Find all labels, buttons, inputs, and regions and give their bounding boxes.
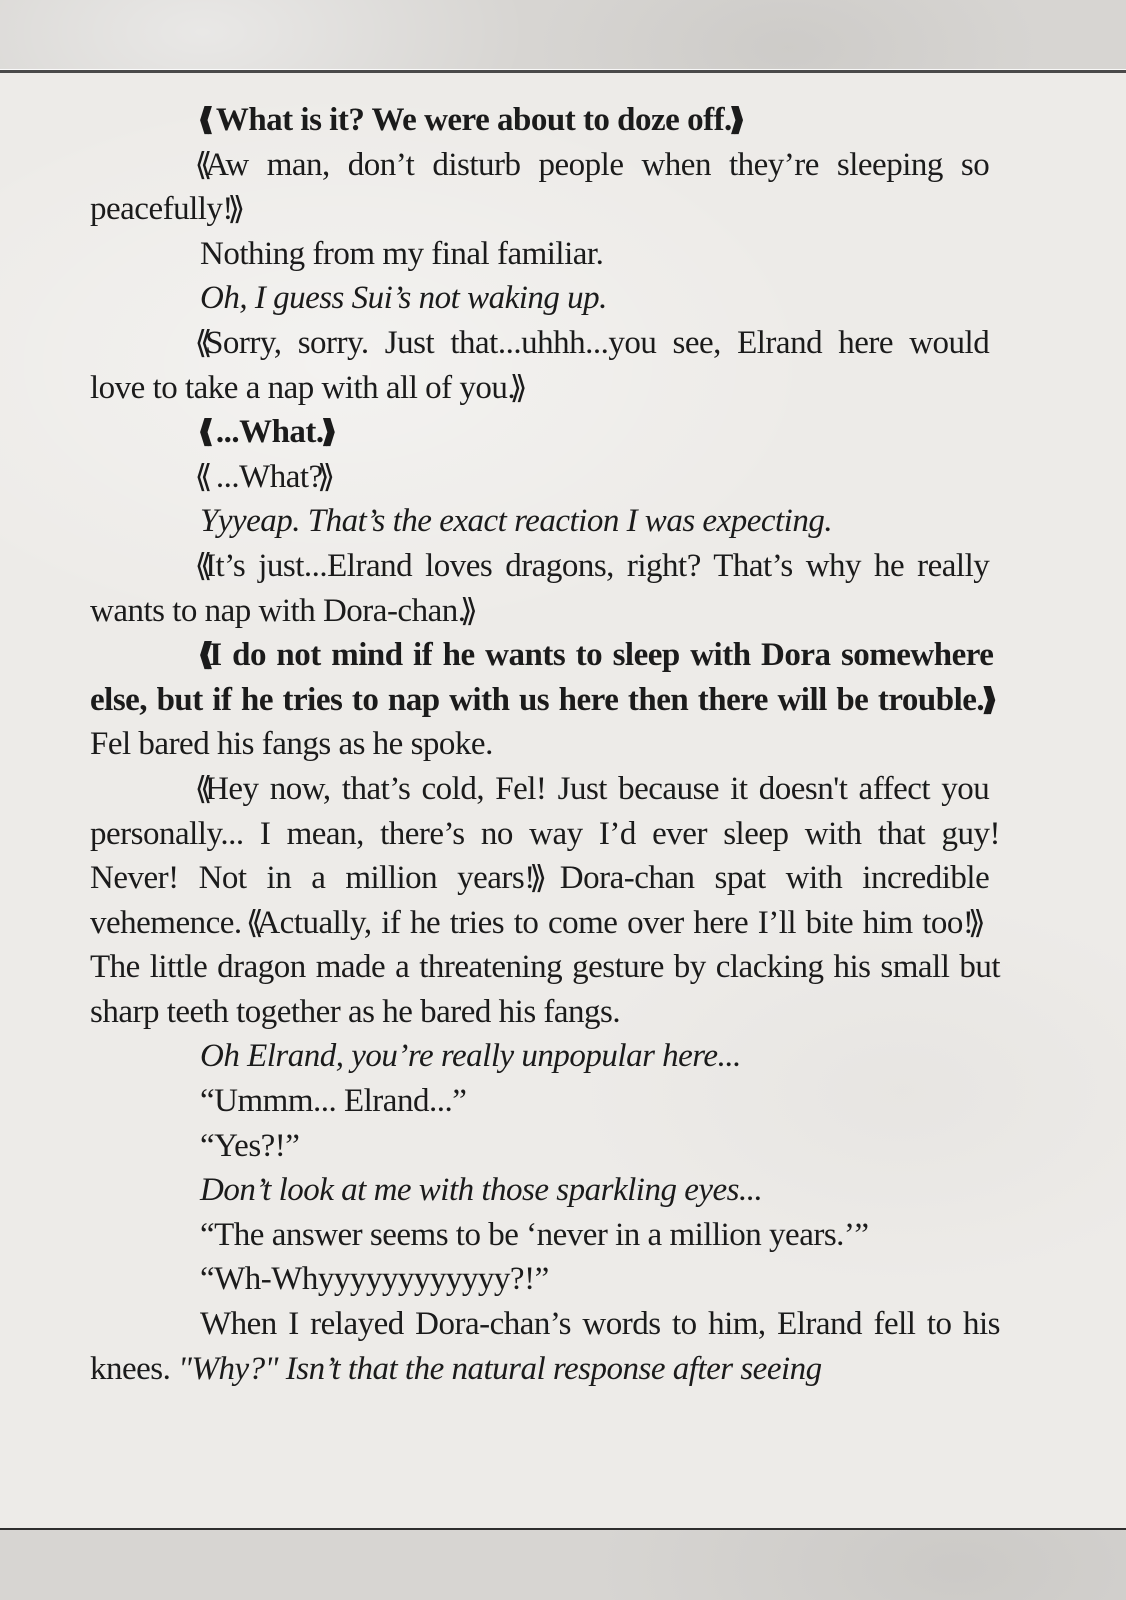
paragraph xyxy=(90,321,1000,410)
text-segment: Oh, I guess Sui’s not waking up. xyxy=(200,280,607,317)
paragraph xyxy=(90,232,1000,277)
paragraph xyxy=(90,410,1000,455)
paragraph xyxy=(90,98,1000,143)
paragraph xyxy=(90,767,1000,1035)
page-text xyxy=(0,73,1126,1528)
text-segment: “The answer seems to be ‘never in a million years.’” xyxy=(200,1216,869,1253)
text-segment: Aw man, don’t disturb people when they’re sleeping so peacefully! xyxy=(90,146,990,228)
text-segment: “Ummm... Elrand...” xyxy=(200,1083,467,1120)
paragraph xyxy=(90,633,1000,767)
text-segment: What is it? We were about to doze off. xyxy=(215,102,732,138)
text-segment: When I relayed Dora-chan’s words to him, Elrand fell to his knees. xyxy=(90,1306,1000,1387)
paragraph xyxy=(90,276,1000,321)
text-segment: I do not mind if he wants to sleep with Dora somewhere else, but if he tries to nap with us here then there will be trouble. xyxy=(90,637,994,718)
text-segment: Nothing from my final familiar. xyxy=(200,235,604,272)
text-segment: “Wh-Whyyyyyyyyyyyy?!” xyxy=(200,1261,549,1298)
paragraph xyxy=(90,1257,1000,1302)
paragraph xyxy=(90,1213,1000,1258)
text-segment: Oh Elrand, you’re really unpopular here... xyxy=(200,1038,741,1075)
text-segment: Sorry, sorry. Just that...uhhh...you see, Elrand here would love to take a nap with all of you. xyxy=(90,324,990,406)
text-segment: Yyyeap. That’s the exact reaction I was expecting. xyxy=(200,503,833,540)
top-margin-band xyxy=(0,0,1126,70)
text-segment: Fel bared his fangs as he spoke. xyxy=(90,726,493,763)
text-segment: Don’t look at me with those sparkling eyes... xyxy=(200,1172,763,1209)
text-segment: “Yes?!” xyxy=(200,1127,300,1164)
paragraph xyxy=(90,499,1000,544)
text-segment: ...What. xyxy=(215,414,324,451)
paragraph xyxy=(90,455,1000,500)
text-segment: ...What? xyxy=(215,458,323,495)
paragraph xyxy=(90,1302,1000,1391)
paragraph xyxy=(90,1168,1000,1213)
paragraph xyxy=(90,143,1000,232)
paragraph xyxy=(90,1034,1000,1079)
paragraph xyxy=(90,1079,1000,1124)
bottom-margin-band xyxy=(0,1530,1126,1600)
paragraph xyxy=(90,544,1000,633)
text-segment: "Why?" Isn’t that the natural response after seeing xyxy=(178,1350,822,1387)
text-segment: It’s just...Elrand loves dragons, right? That’s why he really wants to nap with Dora-chan. xyxy=(90,547,990,629)
text-segment: Hey now, that’s cold, Fel! Just because it doesn't affect you personally... I mean, there’s no way I’d ever sleep with that guy! Never! Not in a million years! Dora-chan spat with incredible vehemence. Actually, if he tries to come over here I’ll bite him too! The little dragon made a threatening gesture by clacking his small but sharp teeth together as he bared his fangs. xyxy=(90,770,1000,1030)
paragraph xyxy=(90,1124,1000,1169)
